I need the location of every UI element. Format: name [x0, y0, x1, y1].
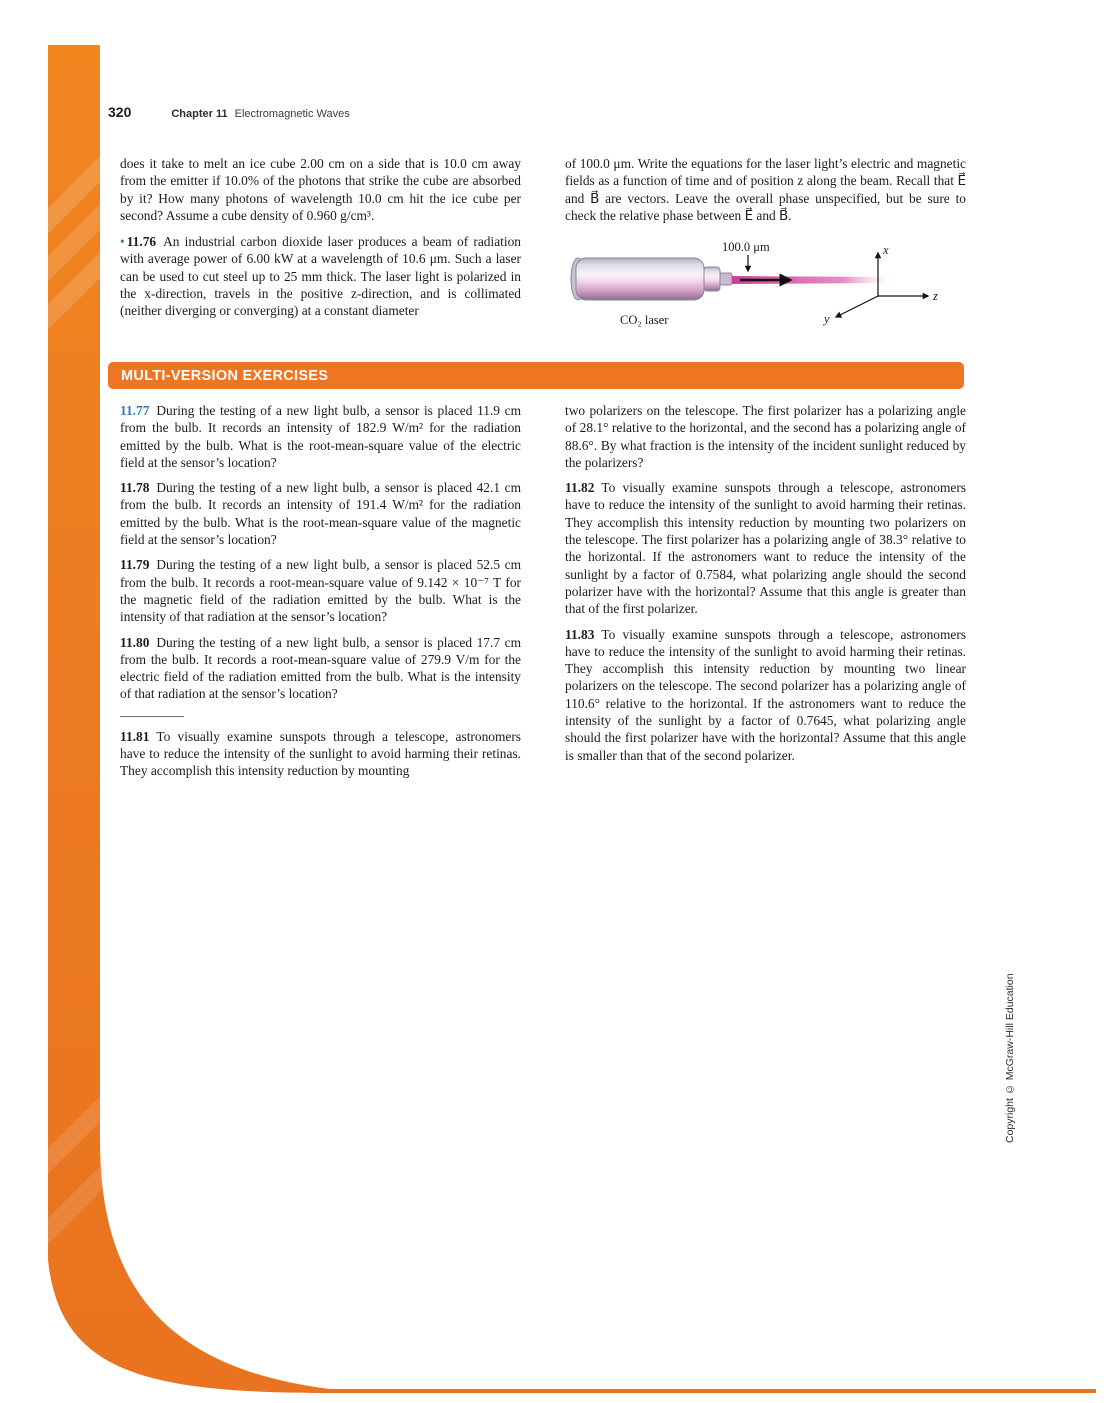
section-banner	[108, 362, 964, 389]
exercise-number: 11.80	[120, 634, 150, 650]
device-label: CO₂ laser	[620, 313, 669, 327]
y-axis	[836, 296, 878, 317]
intro-right-column	[565, 155, 966, 224]
exercise-text: To visually examine sunspots through a telescope, astronomers have to reduce the intensity of the sunlight to avoid harming their retinas. They accomplish this intensity reduction by mounting two polarizers on the telescope. The first polarizer has a polarizing angle of 38.3° relative to the horizontal. If the astronomers want to reduce the intensity of the sunlight by a factor of 0.7584, what polarizing angle should the second polarizer have with the horizontal? Assume that this angle is greater than that of the first polarizer.	[565, 480, 966, 617]
exercise-11-81-continuation: two polarizers on the telescope. The first polarizer has a polarizing angle of 28.1° relative to the horizontal, and the second has a polarizing angle of 88.6°. By what fraction is the intensity of the incident sunlight reduced by the polarizers?	[565, 403, 966, 470]
problem-11-76	[120, 233, 521, 319]
chapter-title: Electromagnetic Waves	[234, 108, 350, 120]
chapter-label: Chapter 11	[171, 108, 228, 120]
exercises-left-column	[120, 402, 521, 788]
exercise-text: To visually examine sunspots through a telescope, astronomers have to reduce the intensity of the sunlight to avoid harming their retinas. They accomplish this intensity reduction by mounting two linear polarizers on the telescope. The second polarizer has a polarizing angle of 110.6° relative to the horizontal. If the astronomers want to reduce the intensity of the sunlight by a factor of 0.7645, what polarizing angle should the first polarizer have with the horizontal? Assume that this angle is smaller than that of the second polarizer.	[565, 626, 966, 763]
exercise-number: 11.81	[120, 728, 150, 744]
exercise-11-77	[120, 402, 521, 471]
copyright-notice: Copyright © McGraw-Hill Education	[1004, 973, 1016, 1143]
x-axis-label: x	[883, 243, 889, 257]
exercise-set-divider	[120, 716, 184, 717]
exercise-number: 11.82	[565, 480, 595, 496]
difficulty-bullet: •	[120, 234, 125, 250]
page-header	[108, 104, 350, 122]
intro-left-column	[120, 155, 521, 320]
coordinate-axes	[836, 253, 928, 317]
exercise-11-81	[120, 728, 521, 780]
laser-beam	[732, 276, 892, 284]
exercise-text: During the testing of a new light bulb, a sensor is placed 11.9 cm from the bulb. It records an intensity of 182.9 W/m² for the radiation emitted by the bulb. What is the root-mean-square value of the electric field at the sensor’s location?	[120, 403, 521, 470]
exercise-11-80	[120, 634, 521, 703]
exercise-11-83	[565, 626, 966, 764]
exercise-number: 11.78	[120, 480, 150, 496]
beam-diameter-callout	[722, 240, 770, 271]
exercise-text: During the testing of a new light bulb, a sensor is placed 17.7 cm from the bulb. It records a root-mean-square value of 279.9 V/m for the electric field of the radiation emitted from the bulb. What is the intensity of that radiation at the sensor’s location?	[120, 634, 521, 702]
exercise-text: During the testing of a new light bulb, a sensor is placed 52.5 cm from the bulb. It records a root-mean-square value of 9.142 × 10⁻⁷ T for the magnetic field of the radiation emitted by the bulb. What is the intensity of that radiation at the sensor’s location?	[120, 557, 521, 625]
problem-11-76-number: 11.76	[126, 234, 157, 250]
page-number: 320	[108, 104, 132, 120]
section-title: MULTI-VERSION EXERCISES	[121, 367, 329, 384]
y-axis-label: y	[824, 312, 830, 326]
exercise-number: 11.79	[120, 557, 150, 573]
exercise-text: To visually examine sunspots through a telescope, astronomers have to reduce the intensity of the sunlight to avoid harming their retinas. They accomplish this intensity reduction by mounting	[120, 728, 521, 779]
exercise-11-82	[565, 479, 966, 617]
continuation-paragraph: does it take to melt an ice cube 2.00 cm on a side that is 10.0 cm away from the emitter if 10.0% of the photons that strike the cube are absorbed by it? How many photons of wavelength 10.0 cm hit the ice cube per second? Assume a cube density of 0.960 g/cm³.	[120, 156, 521, 223]
exercise-11-78	[120, 479, 521, 548]
co2-laser-device	[571, 258, 732, 300]
exercise-11-79	[120, 556, 521, 625]
exercise-number: 11.83	[565, 626, 595, 642]
beam-diameter-label: 100.0 μm	[722, 240, 770, 254]
exercises-right-column	[565, 402, 966, 772]
exercise-number: 11.77	[120, 403, 150, 418]
z-axis-label: z	[933, 289, 938, 303]
laser-figure	[562, 238, 962, 338]
problem-11-76-text: An industrial carbon dioxide laser produces a beam of radiation with average power of 6.00 kW at a wavelength of 10.6 μm. Such a laser can be used to cut steel up to 25 mm thick. The laser light is polarized in the x-direction, travels in the positive z-direction, and is collimated (neither diverging or converging) at a constant diameter	[120, 234, 521, 319]
continuation-paragraph-right: of 100.0 μm. Write the equations for the laser light’s electric and magnetic fields as a function of time and of position z along the beam. Recall that E⃗ and B⃗ are vectors. Leave the overall phase unspecified, but be sure to check the relative phase between E⃗ and B⃗.	[565, 156, 966, 223]
exercise-text: During the testing of a new light bulb, a sensor is placed 42.1 cm from the bulb. It records an intensity of 191.4 W/m² for the radiation emitted by the bulb. What is the root-mean-square value of the magnetic field at the sensor’s location?	[120, 480, 521, 548]
